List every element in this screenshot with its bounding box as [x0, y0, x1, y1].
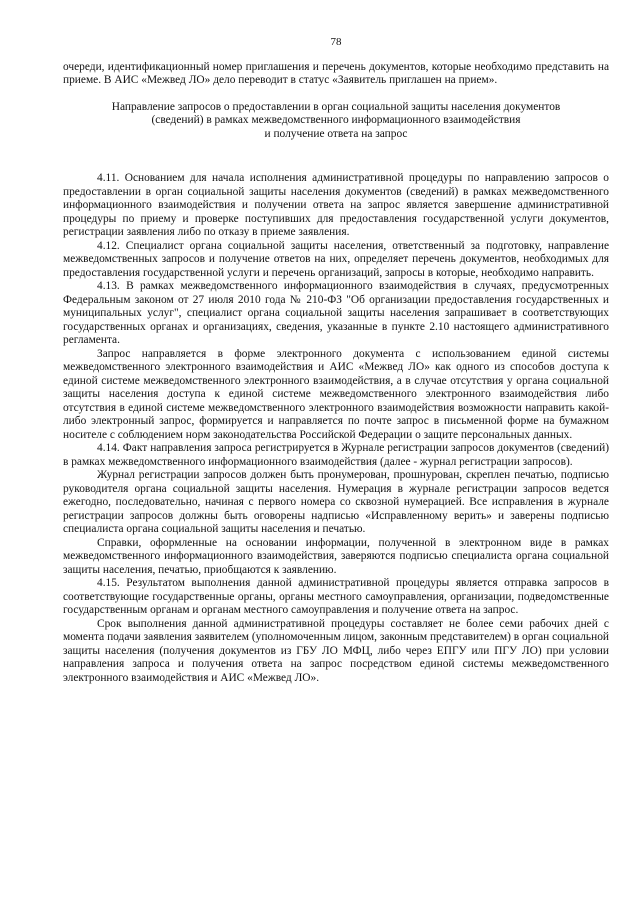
paragraph-4-11: 4.11. Основанием для начала исполнения административной процедуры по направлению запросов о предоставлении в орган социальной защиты населения документов (сведений) в рамках межведомственного информационного взаимодействия и получении ответа на запрос является завершение административной процедуры по приему и проверке поступивших для предоставления государственной услуги документов, регистрации заявления либо по отказу в приеме заявления. [63, 172, 609, 238]
section-heading [63, 101, 609, 142]
document-page [63, 36, 609, 685]
paragraph-4-15: 4.15. Результатом выполнения данной административной процедуры является отправка запросов в соответствующие государственные органы, органы местного самоуправления, организации, подведомственные государственным органам и органам местного самоуправления и получение ответа на запрос. [63, 577, 609, 616]
paragraph-certificates: Справки, оформленные на основании информации, полученной в электронном виде в рамках межведомственного информационного взаимодействия, заверяются подписью специалиста органа социальной защиты населения, печатью, приобщаются к заявлению. [63, 536, 609, 576]
section-heading-line: (сведений) в рамках межведомственного информационного взаимодействия [151, 114, 521, 126]
intro-paragraph: очереди, идентификационный номер приглашения и перечень документов, которые необходимо представить на приеме. В АИС «Межвед ЛО» дело переводит в статус «Заявитель приглашен на прием». [63, 60, 609, 86]
section-heading-line: и получение ответа на запрос [264, 127, 408, 140]
paragraph-deadline: Срок выполнения данной административной процедуры составляет не более семи рабочих дней с момента подачи заявления заявителем (уполномоченным лицом, законным представителем) в орган социальной защиты населения (получения документов из ГБУ ЛО МФЦ, либо через ЕПГУ или ПГУ ЛО) при условии направления запроса и получения ответа на запрос посредством единой системы межведомственного электронного взаимодействия и АИС «Межвед ЛО». [63, 617, 609, 684]
paragraph-4-12: 4.12. Специалист органа социальной защиты населения, ответственный за подготовку, направление межведомственных запросов и получение ответов на них, определяет перечень документов, необходимых для предоставления государственной услуги и перечень организаций, запросы в которые, необходимо направить. [63, 239, 609, 279]
paragraph-4-13: 4.13. В рамках межведомственного информационного взаимодействия в случаях, предусмотренных Федеральным законом от 27 июля 2010 года № 210-ФЗ "Об организации предоставления государственных и муниципальных услуг", специалист органа социальной защиты населения запрашивает в соответствующих государственных органах и организациях, сведения, указанные в пункте 2.10 настоящего административного регламента. [63, 280, 609, 346]
paragraph-4-14: 4.14. Факт направления запроса регистрируется в Журнале регистрации запросов документов (сведений) в рамках межведомственного информационного взаимодействия (далее - журнал регистрации запросов). [63, 442, 609, 468]
paragraph-journal: Журнал регистрации запросов должен быть пронумерован, прошнурован, скреплен печатью, подписью руководителя органа социальной защиты населения. Нумерация в журнале регистрации запросов ведется ежегодно, последовательно, начиная с первого номера со сквозной нумерацией. Все исправления в журнале регистрации запросов должны быть оговорены надписью «Исправленному верить» и заверены подписью специалиста органа социальной защиты населения и печатью. [63, 469, 609, 535]
paragraph-request-form: Запрос направляется в форме электронного документа с использованием единой системы межведомственного электронного взаимодействия и АИС «Межвед ЛО» как одного из способов доступа к единой системе межведомственного электронного взаимодействия, а в случае отсутствия у органа социальной защиты населения доступа к единой системе межведомственного электронного взаимодействия либо отсутствия в единой системе межведомственного электронного взаимодействия возможности направить какой-либо электронный запрос, формируется и направляется по почте запрос в письменной форме на бумажном носителе с соблюдением норм законодательства Российской Федерации о защите персональных данных. [63, 347, 609, 441]
section-heading-line: Направление запросов о предоставлении в орган социальной защиты населения документов [111, 100, 561, 113]
page-number: 78 [330, 36, 342, 48]
